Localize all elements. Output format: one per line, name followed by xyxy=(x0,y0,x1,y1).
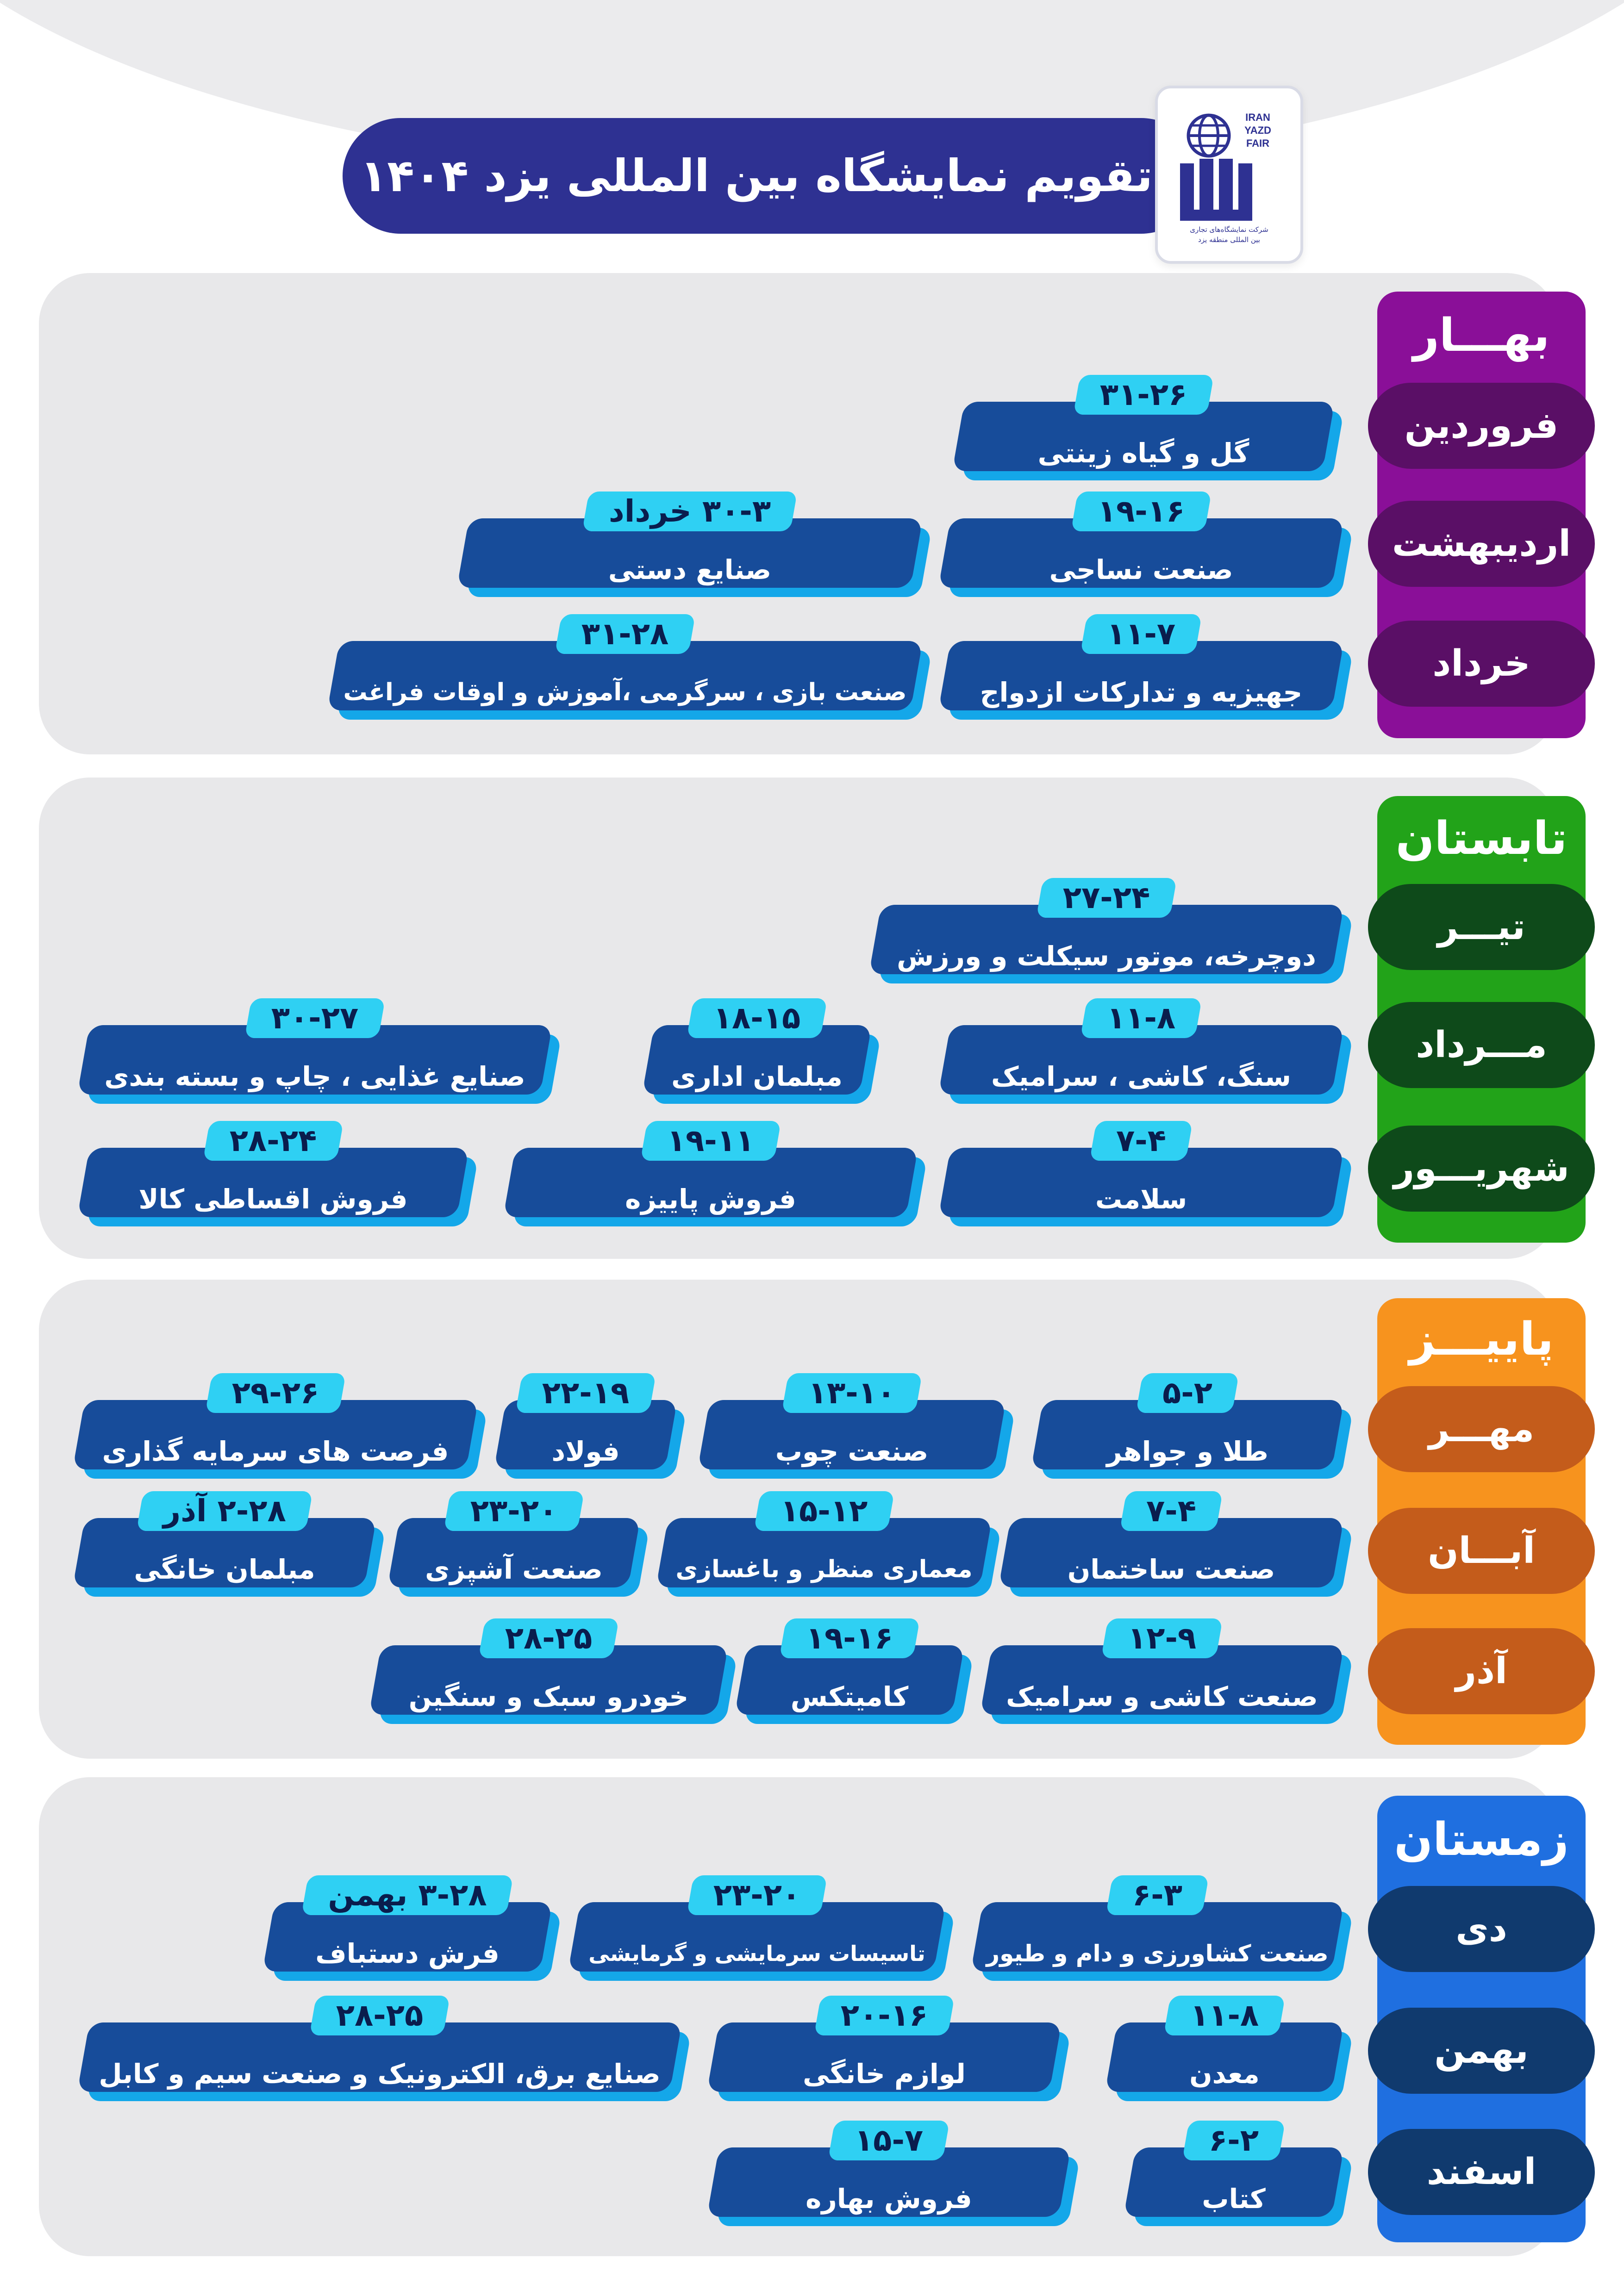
event-card[interactable] xyxy=(500,1375,671,1469)
logo-text-fair: FAIR xyxy=(1246,137,1270,149)
event-name: تاسیسات سرمایشی و گرمایشی xyxy=(588,1941,925,1966)
event-card[interactable] xyxy=(958,377,1329,471)
event-date-badge xyxy=(754,1491,894,1531)
event-date: ۶-۳ xyxy=(1132,1877,1182,1913)
event-card[interactable] xyxy=(741,1620,958,1715)
event-date-badge xyxy=(1080,998,1202,1038)
month-pill: فروردین xyxy=(1368,383,1595,469)
event-name: لوازم خانگی xyxy=(803,2058,966,2090)
event-date-badge xyxy=(687,998,827,1038)
event-card[interactable] xyxy=(509,1123,912,1217)
event-name: مبلمان خانگی xyxy=(134,1554,315,1585)
month-pill: خرداد xyxy=(1368,621,1595,707)
month-pill: مـــرداد xyxy=(1368,1002,1595,1088)
event-card[interactable] xyxy=(1130,2122,1338,2217)
event-card[interactable] xyxy=(574,1877,940,1972)
svg-text:بین المللی منطقه یزد: بین المللی منطقه یزد xyxy=(1198,236,1260,244)
event-date: ۶-۲ xyxy=(1209,2122,1259,2158)
logo-caption: شرکت نمایشگاه‌های تجاری xyxy=(1190,225,1268,234)
event-date: ۲۰-۱۶ xyxy=(840,1997,928,2033)
event-card[interactable] xyxy=(713,2122,1065,2217)
month-pill: آذر xyxy=(1368,1628,1595,1714)
event-name: فولاد xyxy=(551,1436,620,1467)
page-title: تقویم نمایشگاه بین المللی یزد ۱۴۰۴ xyxy=(360,150,1153,202)
month-pill: آبـــان xyxy=(1368,1508,1595,1594)
season-title: پاییـــز xyxy=(1409,1313,1554,1366)
event-card[interactable] xyxy=(944,616,1338,710)
logo xyxy=(1155,86,1303,264)
event-date: ۲۸-۲۵ xyxy=(336,1997,424,2033)
event-date-badge xyxy=(828,2121,949,2160)
event-date-badge xyxy=(555,614,695,654)
event-date-badge xyxy=(1119,1491,1223,1531)
event-name: صنایع دستی xyxy=(608,554,772,585)
event-date-badge xyxy=(1101,1618,1223,1658)
iran-yazd-fair-logo xyxy=(1176,107,1282,246)
event-card[interactable] xyxy=(1037,1375,1338,1469)
season-title: تابستان xyxy=(1395,812,1568,865)
event-date: ۲-۲۸ آذر xyxy=(163,1493,286,1529)
event-date-badge xyxy=(640,1121,781,1161)
event-date: ۳۰-۳ خرداد xyxy=(608,493,771,529)
event-card[interactable] xyxy=(463,493,917,588)
event-date-badge xyxy=(1080,614,1202,654)
event-date: ۳۰-۲۷ xyxy=(271,1000,359,1036)
event-name: گل و گیاه زینتی xyxy=(1037,437,1249,469)
event-name: کامیتکس xyxy=(790,1681,909,1712)
event-date-badge xyxy=(137,1491,313,1531)
event-date-badge xyxy=(1089,1121,1193,1161)
event-card[interactable] xyxy=(1005,1493,1338,1587)
event-name: صنعت کاشی و سرامیک xyxy=(1006,1681,1318,1712)
event-date-badge xyxy=(1136,1373,1239,1413)
event-card[interactable] xyxy=(83,1123,463,1217)
event-date-badge xyxy=(779,1618,920,1658)
month-pill: بهمن xyxy=(1368,2008,1595,2094)
event-date: ۲۳-۲۰ xyxy=(713,1877,801,1913)
event-name: خودرو سبک و سنگین xyxy=(408,1681,689,1712)
event-date-badge xyxy=(814,1996,955,2035)
event-date-badge xyxy=(1106,1875,1209,1915)
event-date-badge xyxy=(515,1373,656,1413)
event-date: ۱۹-۱۱ xyxy=(667,1123,755,1158)
event-card[interactable] xyxy=(648,1000,866,1095)
month-pill: اردیبهشت xyxy=(1368,501,1595,587)
event-date-badge xyxy=(309,1996,450,2035)
event-name: دوچرخه، موتور سیکلت و ورزش xyxy=(897,940,1316,972)
event-date-badge xyxy=(443,1491,584,1531)
event-name: سلامت xyxy=(1095,1183,1187,1215)
event-date: ۳۱-۲۶ xyxy=(1099,377,1187,412)
event-date-badge xyxy=(478,1618,619,1658)
event-name: صنعت چوب xyxy=(775,1436,929,1467)
event-name: کتاب xyxy=(1202,2183,1266,2215)
event-date: ۲۸-۲۴ xyxy=(229,1123,317,1158)
season-title: بهـــار xyxy=(1413,309,1550,362)
event-name: جهیزیه و تدارکات ازدواج xyxy=(980,677,1303,708)
event-name: صنعت آشپزی xyxy=(425,1554,603,1585)
month-pill: شهریـــور xyxy=(1368,1126,1595,1212)
event-date: ۵-۲ xyxy=(1162,1375,1212,1411)
event-date-badge xyxy=(1182,2121,1285,2160)
event-name: فروش پاییزه xyxy=(625,1183,796,1215)
event-card[interactable] xyxy=(977,1877,1338,1972)
event-card[interactable] xyxy=(944,1000,1338,1095)
event-name: صنعت ساختمان xyxy=(1067,1554,1275,1585)
event-date: ۱۸-۱۵ xyxy=(713,1000,801,1036)
month-pill: تیـــر xyxy=(1368,884,1595,970)
event-date-badge xyxy=(687,1875,827,1915)
event-date: ۱۳-۱۰ xyxy=(808,1375,896,1411)
event-card[interactable] xyxy=(333,616,917,710)
event-date: ۲۳-۲۰ xyxy=(470,1493,558,1529)
event-card[interactable] xyxy=(83,1997,676,2092)
event-name: صنایع غذایی ، چاپ و بسته بندی xyxy=(104,1061,525,1092)
event-date: ۲۲-۱۹ xyxy=(542,1375,630,1411)
event-date-badge xyxy=(1073,375,1214,415)
event-name: سنگ، کاشی ، سرامیک xyxy=(991,1061,1291,1092)
event-date: ۱۲-۹ xyxy=(1127,1620,1197,1656)
event-date-badge xyxy=(301,1875,513,1915)
event-date: ۱۹-۱۶ xyxy=(806,1620,893,1656)
event-date: ۲۸-۲۵ xyxy=(505,1620,593,1656)
logo-text-yazd: YAZD xyxy=(1244,124,1271,136)
event-date-badge xyxy=(203,1121,344,1161)
season-title: زمستان xyxy=(1394,1813,1569,1866)
event-date: ۱۱-۸ xyxy=(1190,1997,1259,2033)
event-card[interactable] xyxy=(79,1375,472,1469)
event-date: ۲۹-۲۶ xyxy=(231,1375,319,1411)
month-pill: دی xyxy=(1368,1886,1595,1972)
event-card[interactable] xyxy=(83,1000,546,1095)
event-card[interactable] xyxy=(713,1997,1056,2092)
month-pill: مهـــر xyxy=(1368,1386,1595,1472)
event-date: ۱۵-۱۲ xyxy=(780,1493,868,1529)
event-date-badge xyxy=(781,1373,922,1413)
event-card[interactable] xyxy=(986,1620,1338,1715)
event-card[interactable] xyxy=(1111,1997,1338,2092)
event-name: فروش اقساطی کالا xyxy=(138,1183,408,1215)
event-name: صنعت نساجی xyxy=(1049,554,1233,585)
event-name: معدن xyxy=(1189,2058,1260,2090)
event-name: فرش دستباف xyxy=(315,1938,500,1969)
event-date: ۳۱-۲۸ xyxy=(581,616,669,652)
event-card[interactable] xyxy=(375,1620,722,1715)
event-card[interactable] xyxy=(394,1493,634,1587)
event-card[interactable] xyxy=(704,1375,1000,1469)
event-card[interactable] xyxy=(79,1493,370,1587)
event-date-badge xyxy=(1036,878,1177,918)
event-date-badge xyxy=(1163,1996,1285,2035)
event-card[interactable] xyxy=(662,1493,986,1587)
event-date: ۷-۴ xyxy=(1116,1123,1166,1158)
event-card[interactable] xyxy=(269,1877,546,1972)
event-date-badge xyxy=(582,492,797,531)
event-card[interactable] xyxy=(944,493,1338,588)
event-date: ۳-۲۸ بهمن xyxy=(328,1877,487,1913)
event-date: ۷-۴ xyxy=(1146,1493,1196,1529)
event-date: ۱۱-۷ xyxy=(1106,616,1176,652)
month-pill: اسفند xyxy=(1368,2129,1595,2215)
event-date: ۱۵-۷ xyxy=(854,2122,924,2158)
event-date-badge xyxy=(205,1373,346,1413)
event-name: صنعت بازی ، سرگرمی ،آموزش و اوقات فراغت xyxy=(343,678,907,706)
event-name: طلا و جواهر xyxy=(1106,1436,1268,1467)
event-name: صنعت کشاورزی و دام و طیور xyxy=(986,1940,1329,1967)
event-name: صنایع برق، الکترونیک و صنعت سیم و کابل xyxy=(99,2058,661,2090)
logo-text-iran: IRAN xyxy=(1245,112,1270,123)
event-name: فرصت های سرمایه گذاری xyxy=(102,1436,449,1467)
event-date: ۲۷-۲۴ xyxy=(1062,880,1150,915)
event-name: مبلمان اداری xyxy=(671,1061,843,1092)
event-date: ۱۹-۱۶ xyxy=(1097,493,1185,529)
event-date: ۱۱-۸ xyxy=(1106,1000,1176,1036)
event-name: معماری منظر و باغسازی xyxy=(675,1556,973,1583)
event-card[interactable] xyxy=(944,1123,1338,1217)
event-date-badge xyxy=(244,998,385,1038)
event-card[interactable] xyxy=(875,880,1338,974)
event-date-badge xyxy=(1071,492,1212,531)
event-name: فروش بهاره xyxy=(806,2183,972,2215)
